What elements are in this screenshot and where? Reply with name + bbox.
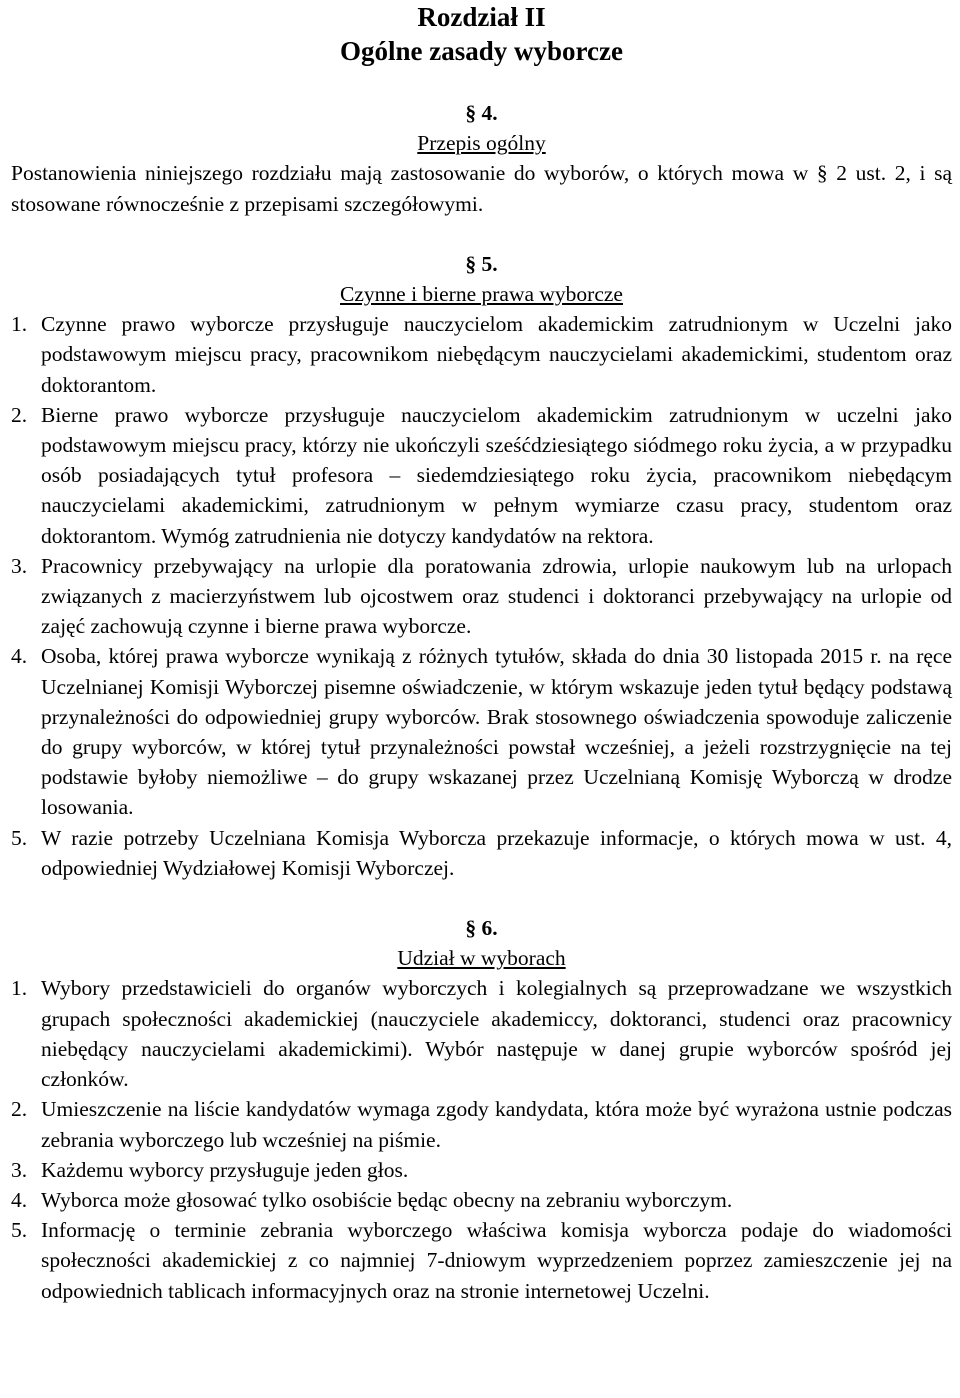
list-item — [11, 400, 952, 551]
item-text: W razie potrzeby Uczelniana Komisja Wyborcza przekazuje informacje, o których mowa w ust. 4, odpowiedniej Wydziałowej Komisji Wyborczej. — [41, 825, 952, 880]
chapter-title: Ogólne zasady wyborcze — [340, 36, 623, 66]
section-title: Przepis ogólny — [417, 131, 546, 156]
section-number: § 4. — [465, 101, 498, 125]
item-number: 4. — [11, 1187, 28, 1212]
list-item — [11, 823, 952, 883]
item-text: Każdemu wyborcy przysługuje jeden głos. — [41, 1157, 409, 1182]
section-title: Czynne i bierne prawa wyborcze — [340, 282, 623, 307]
item-text: Pracownicy przebywający na urlopie dla poratowania zdrowia, urlopie naukowym lub na urlopach związanych z macierzyństwem lub ojcostwem oraz studenci i doktoranci przebywający na urlopie od zajęć zachowują czynne i bierne prawa wyborcze. — [41, 553, 952, 639]
list-item — [11, 551, 952, 642]
item-text: Bierne prawo wyborcze przysługuje nauczycielom akademickim zatrudnionym w uczelni jako podstawowym miejscu pracy, którzy nie ukończyli sześćdziesiątego siódmego roku życia, a w przypadku osób posiadających tytuł profesora – siedemdziesiątego roku życia, pracownikom niebędącym nauczycielami akademickimi, zatrudnionym w pełnym wymiarze czasu pracy, studentom oraz doktorantom. Wymóg zatrudnienia nie dotyczy kandydatów na rektora. — [41, 402, 952, 548]
section-6-heading — [11, 913, 952, 973]
list-item — [11, 1185, 952, 1215]
section-4-paragraph: Postanowienia niniejszego rozdziału mają zastosowanie do wyborów, o których mowa w § 2 ust. 2, i są stosowane równocześnie z przepisami szczegółowymi. — [11, 161, 952, 216]
chapter-number: Rozdział II — [417, 2, 546, 32]
item-number: 5. — [11, 1218, 28, 1243]
list-item — [11, 1094, 952, 1154]
section-5-list — [11, 309, 952, 883]
section-4-heading — [11, 98, 952, 158]
item-number: 4. — [11, 644, 28, 669]
chapter-heading — [11, 0, 952, 68]
section-6-list — [11, 973, 952, 1305]
list-item — [11, 1155, 952, 1185]
item-text: Czynne prawo wyborcze przysługuje nauczycielom akademickim zatrudnionym w Uczelni jako podstawowym miejscu pracy, pracownikom niebędącym nauczycielami akademickimi, studentom oraz doktorantom. — [41, 312, 952, 397]
item-text: Wyborca może głosować tylko osobiście będąc obecny na zebraniu wyborczym. — [41, 1187, 733, 1212]
list-item — [11, 1215, 952, 1306]
list-item — [11, 309, 952, 400]
item-text: Osoba, której prawa wyborcze wynikają z różnych tytułów, składa do dnia 30 listopada 2015 r. na ręce Uczelnianej Komisji Wyborczej pisemne oświadczenie, w którym wskazuje jeden tytuł będący podstawą przynależności do odpowiedniej grupy wyborców. Brak stosownego oświadczenia spowoduje zaliczenie do grupy wyborców, w której tytuł przynależności powstał wcześniej, a jeżeli rozstrzygnięcie na tej podstawie byłoby niemożliwe – do grupy wskazanej przez Uczelnianą Komisję Wyborczą w drodze losowania. — [41, 644, 952, 820]
list-item — [11, 973, 952, 1094]
item-text: Wybory przedstawicieli do organów wyborczych i kolegialnych są przeprowadzane we wszystkich grupach społeczności akademickiej (nauczyciele akademiccy, doktoranci, studenci oraz pracownicy niebędący nauczycielami akademickimi). Wybór następuje w danej grupie wyborców spośród jej członków. — [41, 976, 952, 1092]
section-title: Udział w wyborach — [397, 946, 566, 971]
section-number: § 6. — [465, 916, 498, 941]
list-item — [11, 641, 952, 822]
item-number: 2. — [11, 1097, 28, 1122]
section-5-heading — [11, 249, 952, 309]
item-number: 1. — [11, 312, 28, 337]
item-number: 1. — [11, 976, 28, 1001]
item-text: Informację o terminie zebrania wyborczego właściwa komisja wyborcza podaje do wiadomości społeczności akademickiej z co najmniej 7-dniowym wyprzedzeniem poprzez zamieszczenie jej na odpowiednich tablicach informacyjnych oraz na stronie internetowej Uczelni. — [41, 1218, 952, 1303]
item-number: 3. — [11, 553, 28, 578]
item-number: 3. — [11, 1157, 28, 1182]
section-number: § 5. — [465, 251, 498, 276]
item-text: Umieszczenie na liście kandydatów wymaga zgody kandydata, która może być wyrażona ustnie podczas zebrania wyborczego lub wcześniej na piśmie. — [41, 1097, 952, 1152]
item-number: 2. — [11, 402, 28, 427]
item-number: 5. — [11, 825, 28, 850]
